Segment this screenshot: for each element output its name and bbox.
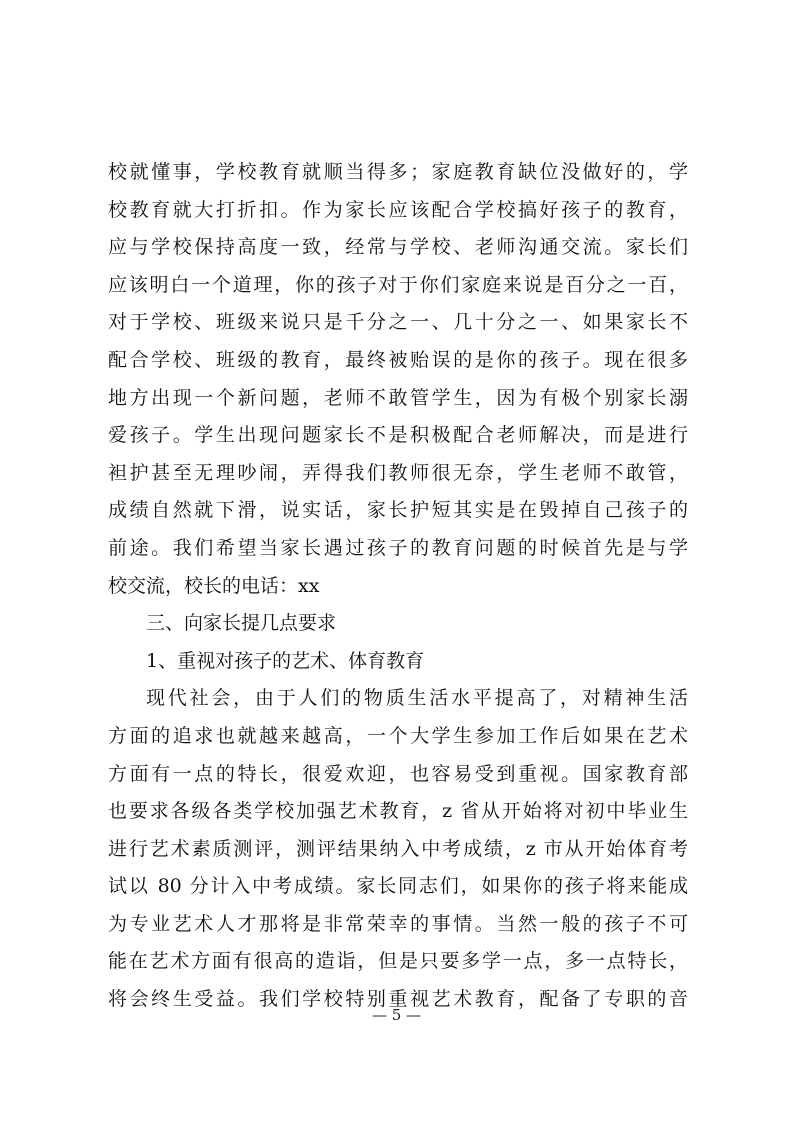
paragraph-line-20: 试以 80 分计入中考成绩。家长同志们，如果你的孩子将来能成 — [108, 875, 688, 898]
paragraph-line-10: 成绩自然就下滑，说实话，家长护短其实是在毁掉自己孩子的 — [108, 499, 688, 522]
subsection-heading: 1、重视对孩子的艺术、体育教育 — [146, 649, 425, 672]
paragraph-line-9: 袒护甚至无理吵闹，弄得我们教师很无奈，学生老师不敢管， — [108, 461, 688, 484]
paragraph-line-23: 将会终生受益。我们学校特别重视艺术教育，配备了专职的音 — [108, 988, 688, 1011]
paragraph-line-15: 现代社会，由于人们的物质生活水平提高了，对精神生活 — [146, 687, 688, 710]
page-number: — 5 — — [371, 1006, 422, 1024]
paragraph-line-7: 地方出现一个新问题，老师不敢管学生，因为有极个别家长溺 — [108, 386, 688, 409]
paragraph-line-21: 为专业艺术人才那将是非常荣幸的事情。当然一般的孩子不可 — [108, 912, 688, 935]
paragraph-line-11: 前途。我们希望当家长遇过孩子的教育问题的时候首先是与学 — [108, 536, 688, 559]
body-text — [108, 154, 688, 1019]
paragraph-line-2: 校教育就大打折扣。作为家长应该配合学校搞好孩子的教育， — [108, 198, 688, 221]
paragraph-line-4: 应该明白一个道理，你的孩子对于你们家庭来说是百分之一百， — [108, 273, 688, 296]
paragraph-line-22: 能在艺术方面有很高的造诣，但是只要多学一点，多一点特长， — [108, 950, 688, 973]
paragraph-line-6: 配合学校、班级的教育，最终被贻误的是你的孩子。现在很多 — [108, 348, 688, 371]
paragraph-line-18: 也要求各级各类学校加强艺术教育，z 省从开始将对初中毕业生 — [108, 800, 688, 823]
section-heading: 三、向家长提几点要求 — [146, 612, 337, 635]
paragraph-line-12: 校交流，校长的电话：xx — [108, 574, 320, 597]
paragraph-line-1: 校就懂事，学校教育就顺当得多；家庭教育缺位没做好的，学 — [108, 161, 688, 183]
paragraph-line-19: 进行艺术素质测评，测评结果纳入中考成绩，z 市从开始体育考 — [108, 837, 688, 860]
paragraph-line-17: 方面有一点的特长，很爱欢迎，也容易受到重视。国家教育部 — [108, 762, 688, 785]
paragraph-line-3: 应与学校保持高度一致，经常与学校、老师沟通交流。家长们 — [108, 236, 688, 259]
paragraph-line-16: 方面的追求也就越来越高，一个大学生参加工作后如果在艺术 — [108, 724, 688, 747]
paragraph-line-5: 对于学校、班级来说只是千分之一、几十分之一、如果家长不 — [108, 311, 688, 334]
paragraph-line-8: 爱孩子。学生出现问题家长不是积极配合老师解决，而是进行 — [108, 424, 688, 447]
